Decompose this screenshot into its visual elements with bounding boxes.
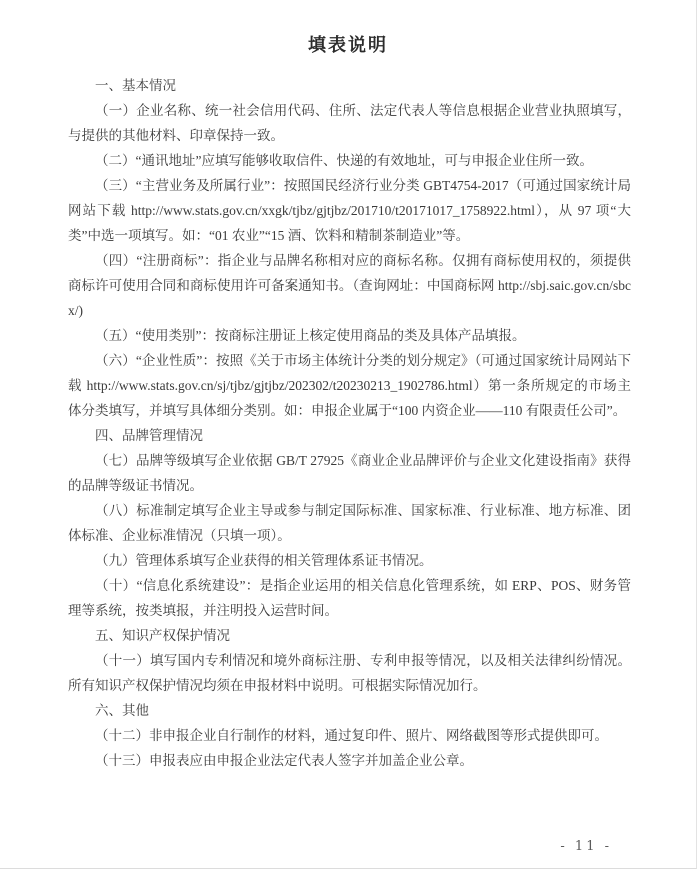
section-heading-other: 六、其他 <box>95 703 149 718</box>
instruction-item-7: （七）品牌等级填写企业依据 GB/T 27925《商业企业品牌评价与企业文化建设指南》获得的品牌等级证书情况。 <box>68 453 631 493</box>
section-heading-ip-protection: 五、知识产权保护情况 <box>95 628 230 643</box>
page-number: - 11 - <box>560 839 612 854</box>
instruction-item-1: （一）企业名称、统一社会信用代码、住所、法定代表人等信息根据企业营业执照填写，与提供的其他材料、印章保持一致。 <box>68 103 631 143</box>
section-heading-brand-management: 四、品牌管理情况 <box>95 428 203 443</box>
instruction-item-5: （五）“使用类别”：按商标注册证上核定使用商品的类及具体产品填报。 <box>95 328 526 343</box>
instruction-item-13: （十三）申报表应由申报企业法定代表人签字并加盖企业公章。 <box>95 753 473 768</box>
document-body <box>0 73 696 773</box>
instruction-item-4: （四）“注册商标”：指企业与品牌名称相对应的商标名称。仅拥有商标使用权的，须提供商标许可使用合同和商标使用许可备案通知书。（查询网址：中国商标网 http://sbj.saic.gov.cn/sbcx/) <box>68 253 631 318</box>
instruction-item-6: （六）“企业性质”：按照《关于市场主体统计分类的划分规定》（可通过国家统计局网站下载 http://www.stats.gov.cn/sj/tjbz/gjtjbz/202302/t20230213_1902786.html）第一条所规定的市场主体分类填写，并填写具体细分类别。如：申报企业属于“100 内资企业——110 有限责任公司”。 <box>68 353 631 418</box>
instruction-item-10: （十）“信息化系统建设”：是指企业运用的相关信息化管理系统，如 ERP、POS、财务管理等系统，按类填报，并注明投入运营时间。 <box>68 578 631 618</box>
instruction-item-11: （十一）填写国内专利情况和境外商标注册、专利申报等情况，以及相关法律纠纷情况。所有知识产权保护情况均须在申报材料中说明。可根据实际情况加行。 <box>68 653 631 693</box>
instruction-item-9: （九）管理体系填写企业获得的相关管理体系证书情况。 <box>95 553 433 568</box>
page-title: 填表说明 <box>308 35 388 55</box>
instruction-item-3: （三）“主营业务及所属行业”：按照国民经济行业分类 GBT4754-2017（可通过国家统计局网站下载 http://www.stats.gov.cn/xxgk/tjbz/gjtjbz/201710/t20171017_1758922.html），从 97 项“大类”中选一项填写。如：“01 农业”“15 酒、饮料和精制茶制造业”等。 <box>68 178 631 243</box>
instruction-item-12: （十二）非申报企业自行制作的材料，通过复印件、照片、网络截图等形式提供即可。 <box>95 728 608 743</box>
section-heading-basic-info: 一、基本情况 <box>95 78 176 93</box>
instruction-item-8: （八）标准制定填写企业主导或参与制定国际标准、国家标准、行业标准、地方标准、团体标准、企业标准情况（只填一项）。 <box>68 503 631 543</box>
instruction-item-2: （二）“通讯地址”应填写能够收取信件、快递的有效地址，可与申报企业住所一致。 <box>95 153 593 168</box>
